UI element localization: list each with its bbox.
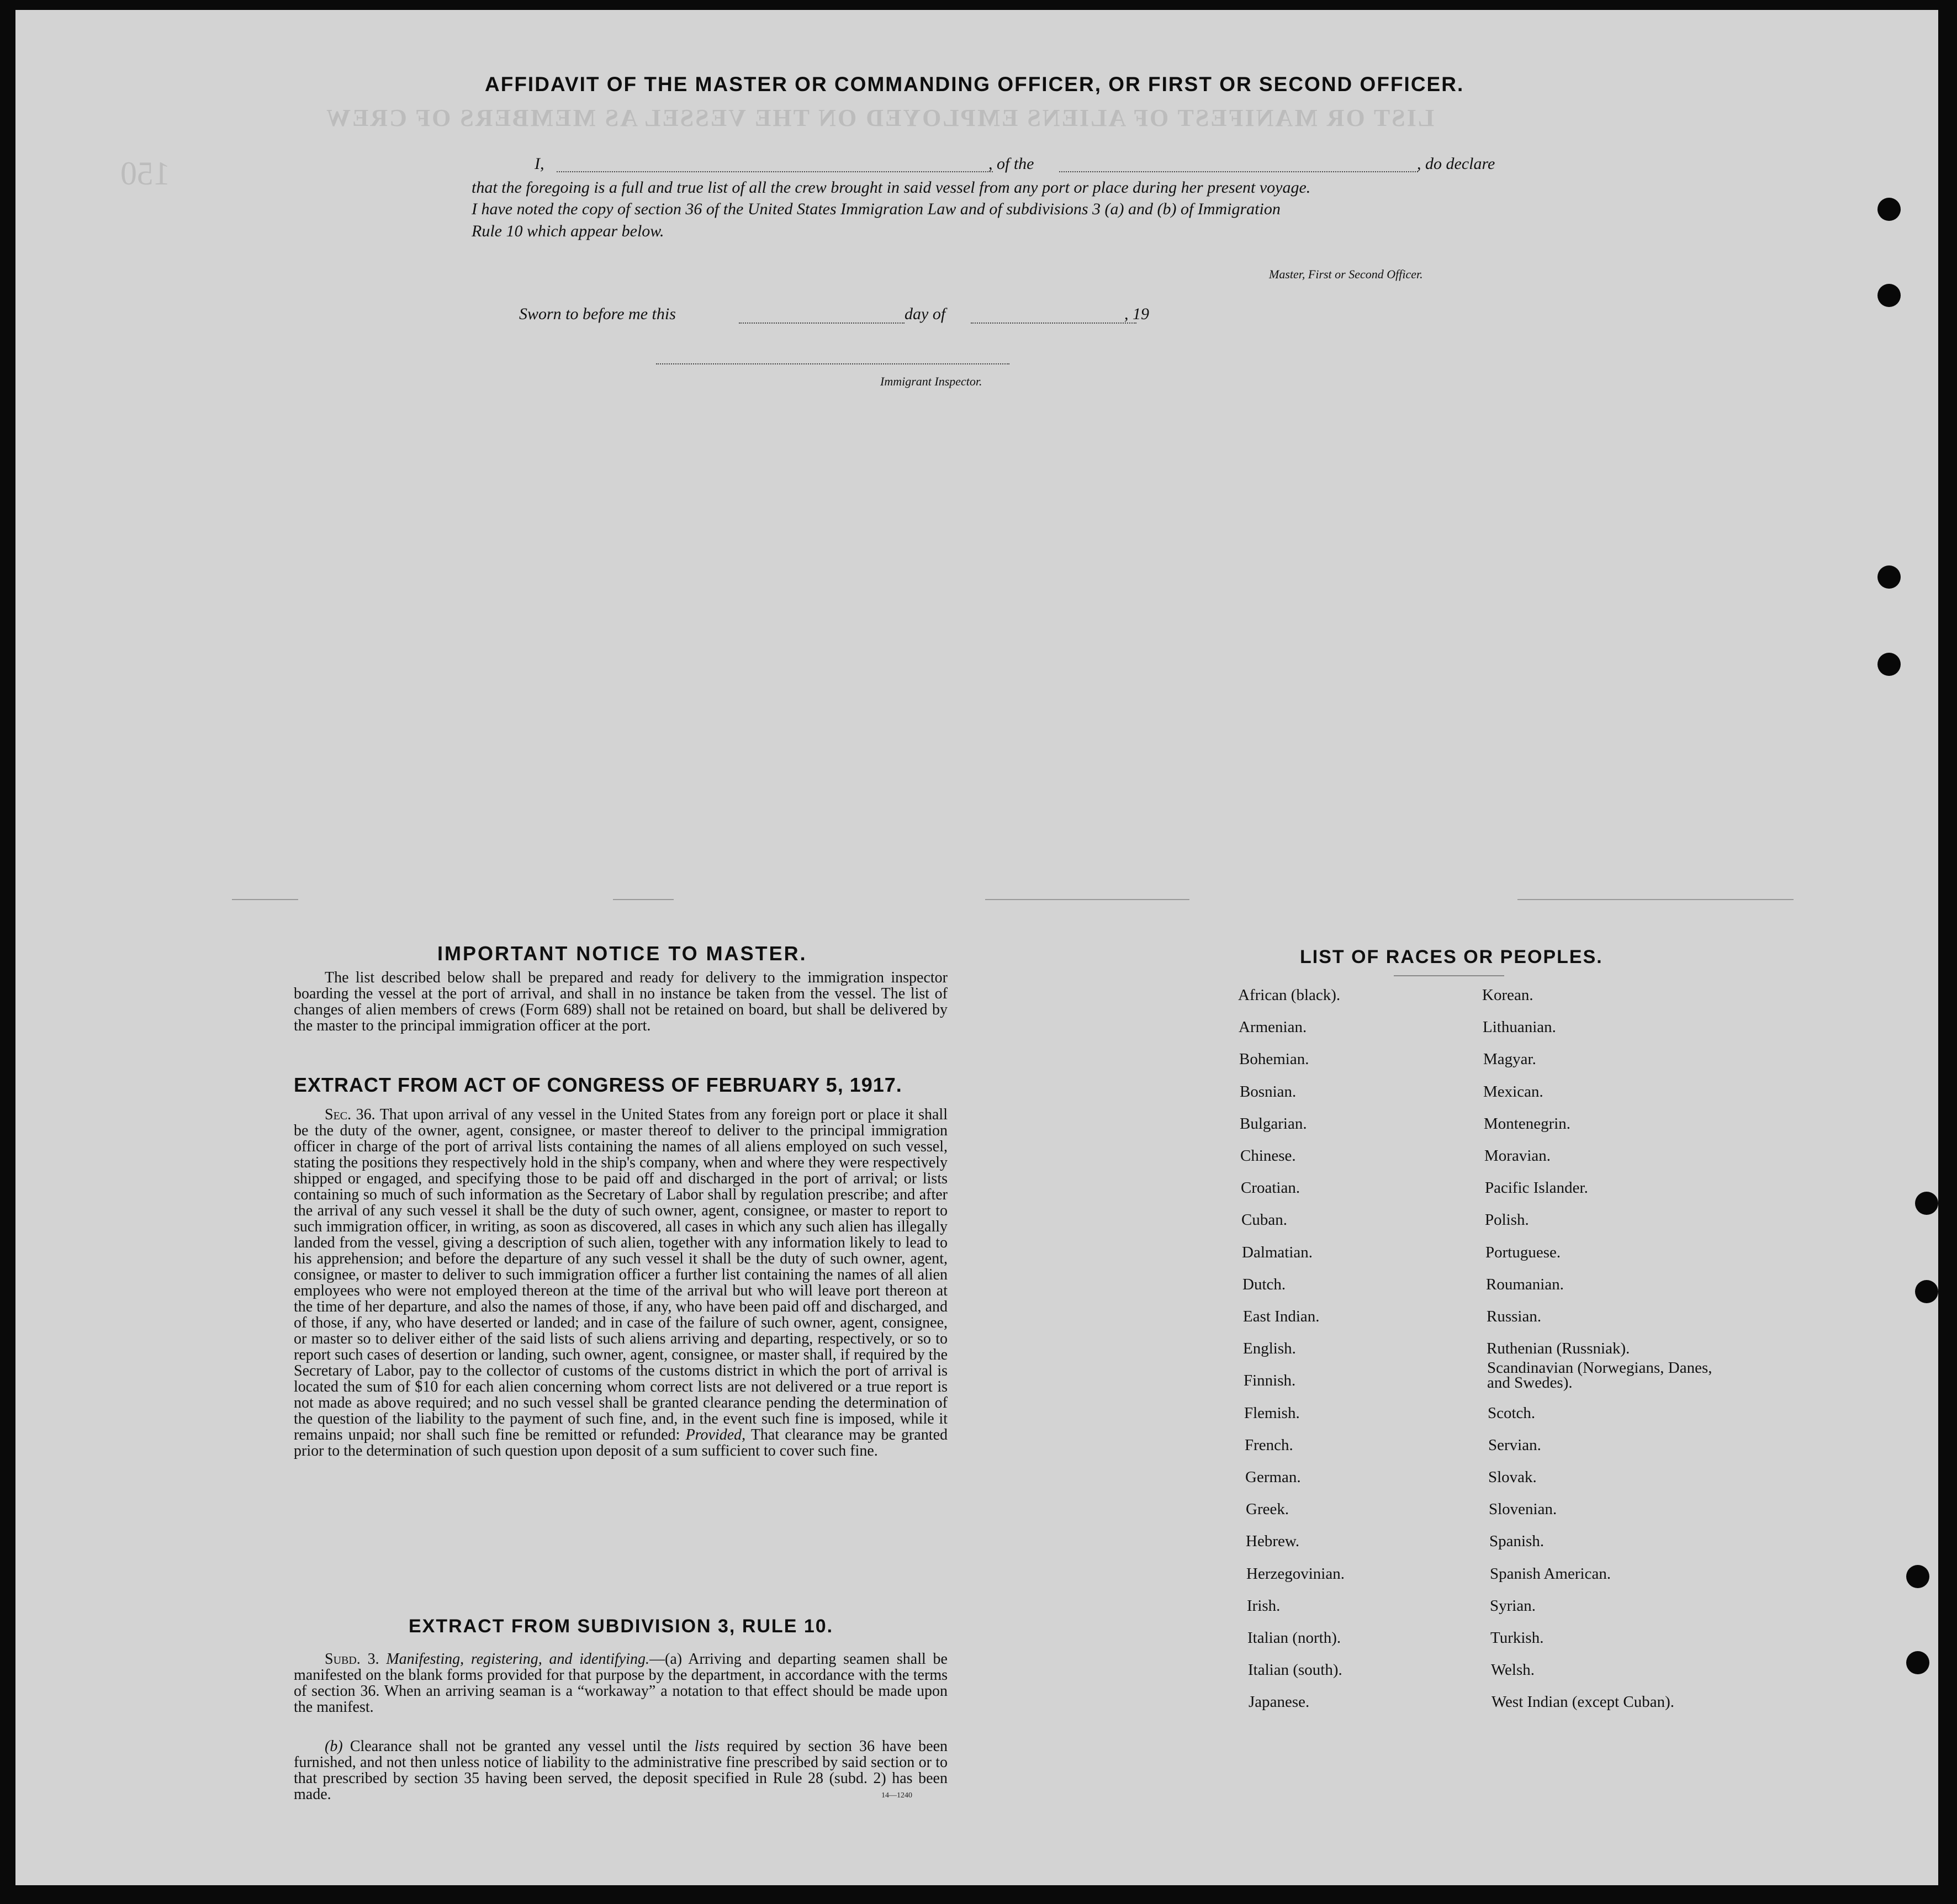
section-label: Sec. 36. — [325, 1106, 375, 1123]
divider-rule — [232, 899, 298, 900]
sworn-month-field[interactable] — [971, 322, 1136, 324]
master-name-field[interactable] — [557, 171, 993, 172]
affidavit-line-3: I have noted the copy of section 36 of the United States Immigration Law and of subdivisions 3 (a) and (b) of Immigration — [472, 200, 1281, 218]
race-item: Pacific Islander. — [1485, 1179, 1588, 1197]
rule-extract-title: EXTRACT FROM SUBDIVISION 3, RULE 10. — [409, 1616, 834, 1637]
race-item: Chinese. — [1240, 1147, 1296, 1165]
master-signature-caption: Master, First or Second Officer. — [1269, 267, 1423, 281]
races-title-underline — [1394, 975, 1504, 976]
race-item: Flemish. — [1244, 1404, 1300, 1422]
inspector-signature-field[interactable] — [656, 363, 1009, 364]
race-item: Hebrew. — [1246, 1532, 1300, 1550]
race-item: Croatian. — [1241, 1179, 1300, 1197]
subd-para-a-text: —(a) Arriving and departing seamen shall be manifested on the blank forms provided for that purpose by the department, in accordance with the terms of section 36. When an arriving seaman is a “workaway” a notation to that effect should be made upon the manifest. — [294, 1651, 948, 1716]
rule-extract-para-b — [294, 1738, 948, 1802]
race-item: Montenegrin. — [1484, 1115, 1571, 1133]
punch-hole — [1877, 198, 1901, 221]
race-item: African (black). — [1238, 986, 1341, 1004]
race-item: Korean. — [1482, 986, 1533, 1004]
race-item: Turkish. — [1490, 1629, 1544, 1647]
race-item: Scotch. — [1488, 1404, 1536, 1422]
inspector-caption: Immigrant Inspector. — [880, 374, 982, 388]
subd-label: Subd. 3. — [325, 1651, 379, 1668]
race-item: Russian. — [1487, 1308, 1542, 1325]
race-item: Spanish American. — [1490, 1565, 1611, 1583]
punch-hole — [1906, 1651, 1929, 1674]
affidavit-do-declare: , do declare — [1417, 155, 1495, 173]
race-item: Slovak. — [1488, 1468, 1537, 1486]
sworn-day-field[interactable] — [739, 322, 905, 324]
race-item: Herzegovinian. — [1246, 1565, 1345, 1583]
race-item: Ruthenian (Russniak). — [1487, 1340, 1630, 1357]
race-item: East Indian. — [1243, 1308, 1320, 1325]
notice-text: The list described below shall be prepared and ready for delivery to the immigration inspector boarding the vessel at the port of arrival, and shall in no instance be taken from the vessel. The list of changes of alien members of crews (Form 689) shall not be retained on board, but shall be delivered by the master to the principal immigration officer at the port. — [294, 969, 948, 1034]
vessel-name-field[interactable] — [1059, 171, 1418, 172]
race-item: Mexican. — [1483, 1083, 1543, 1101]
race-item: Irish. — [1247, 1597, 1281, 1615]
race-item: German. — [1245, 1468, 1301, 1486]
race-item: Roumanian. — [1486, 1276, 1564, 1293]
subd-heading: Manifesting, registering, and identifying. — [386, 1651, 649, 1668]
divider-rule — [613, 899, 674, 900]
document-page — [15, 10, 1938, 1885]
race-item: Bosnian. — [1240, 1083, 1297, 1101]
race-item: Cuban. — [1241, 1211, 1287, 1229]
race-item: Greek. — [1246, 1500, 1289, 1518]
race-item: Spanish. — [1489, 1532, 1545, 1550]
races-title: LIST OF RACES OR PEOPLES. — [1300, 946, 1603, 967]
divider-rule — [985, 899, 1189, 900]
para-b-label: (b) — [325, 1738, 343, 1755]
race-item: Armenian. — [1239, 1018, 1307, 1036]
day-of-label: day of — [905, 305, 946, 323]
affidavit-line-2: that the foregoing is a full and true list of all the crew brought in said vessel from any port or place during her present voyage. — [472, 178, 1311, 197]
para-b-post: required by section 36 have been furnished, and not then unless notice of liability to the administrative fine prescribed by said section or to that prescribed by section 35 having been served, the deposit specified in Rule 28 (subd. 2) has been made. — [294, 1738, 948, 1803]
sworn-label: Sworn to before me this — [519, 305, 676, 323]
para-b-pre: Clearance shall not be granted any vessel until the — [350, 1738, 687, 1755]
race-item: Lithuanian. — [1483, 1018, 1556, 1036]
race-item: Japanese. — [1249, 1693, 1310, 1711]
race-item: Dutch. — [1242, 1276, 1286, 1293]
bleed-through-header: LIST OR MANIFEST OF ALIENS EMPLOYED ON THE VESSEL AS MEMBERS OF CREW — [325, 104, 1435, 131]
act-extract-body: That upon arrival of any vessel in the United States from any foreign port or place it shall be the duty of the owner, agent, consignee, or master thereof to deliver to the principal immigration officer in charge of the port of arrival lists containing the names of all aliens employed on such vessel, stating the positions they respectively hold in the ship's company, when and where they were respectively shipped or engaged, and specifying those to be paid off and discharged in the port of arrival; or lists containing so much of such information as the Secretary of Labor shall by regulation prescribe; and after the arrival of any such vessel it shall be the duty of such owner, agent, consignee, or master to report to such immigration officer, in writing, as soon as discovered, all cases in which any such alien has illegally landed from the vessel, giving a description of such alien, together with any information likely to lead to his apprehension; and before the departure of any such vessel it shall be the duty of such owner, agent, consignee, or master to deliver to such immigration officer a further list containing the names of all alien employees who were not employed thereon at the time of the arrival but who will leave port thereon at the time of her departure, and also the names of those, if any, who have been paid off and discharged, and of those, if any, who have deserted or landed; and in case of the failure of such owner, agent, consignee, or master so to deliver either of the said lists of such aliens arriving and departing, respectively, or so to report such cases of desertion or landing, such owner, agent, consignee, or master shall, if required by the Secretary of Labor, pay to the collector of customs of the customs district in which the port of arrival is located the sum of $10 for each alien concerning whom correct lists are not delivered or a true report is not made as above required; and no such vessel shall be granted clearance pending the determination of the question of the liability to the payment of such fine, and, in the event such fine is imposed, while it remains unpaid; nor shall such fine be remitted or refunded: — [294, 1106, 948, 1443]
divider-rule — [1517, 899, 1794, 900]
rule-extract-para-a — [294, 1651, 948, 1715]
bleed-through-page-number: 150 — [120, 155, 170, 192]
act-extract-title: EXTRACT FROM ACT OF CONGRESS OF FEBRUARY 5, 1917. — [294, 1073, 902, 1096]
race-item: Servian. — [1488, 1436, 1541, 1454]
affidavit-title: AFFIDAVIT OF THE MASTER OR COMMANDING OFFICER, OR FIRST OR SECOND OFFICER. — [485, 73, 1464, 96]
race-item: Polish. — [1485, 1211, 1529, 1229]
race-item: Bulgarian. — [1240, 1115, 1307, 1133]
race-item: Finnish. — [1244, 1372, 1296, 1389]
punch-hole — [1877, 653, 1901, 676]
race-item: Slovenian. — [1489, 1500, 1557, 1518]
race-item: English. — [1243, 1340, 1296, 1357]
form-number: 14—1240 — [881, 1791, 912, 1800]
affidavit-i-label: I, — [535, 155, 544, 173]
punch-hole — [1915, 1280, 1938, 1303]
notice-title: IMPORTANT NOTICE TO MASTER. — [437, 942, 807, 965]
race-item: Welsh. — [1491, 1661, 1535, 1679]
affidavit-of-the-label: , of the — [988, 155, 1034, 173]
punch-hole — [1877, 565, 1901, 589]
race-item: Italian (south). — [1248, 1661, 1342, 1679]
race-item: Moravian. — [1484, 1147, 1551, 1165]
provided-label: Provided, — [685, 1426, 746, 1443]
para-b-lists: lists — [694, 1738, 720, 1755]
act-extract-text — [294, 1107, 948, 1459]
race-item: French. — [1245, 1436, 1293, 1454]
race-item: West Indian (except Cuban). — [1491, 1693, 1675, 1711]
punch-hole — [1915, 1192, 1938, 1215]
race-item: Dalmatian. — [1242, 1244, 1313, 1261]
act-extract-end: That clearance may be granted prior to the determination of such question upon deposit of a sum sufficient to cover such fine. — [294, 1426, 948, 1459]
race-item: Italian (north). — [1247, 1629, 1341, 1647]
race-item: Syrian. — [1490, 1597, 1536, 1615]
punch-hole — [1877, 284, 1901, 307]
punch-hole — [1906, 1565, 1929, 1588]
affidavit-line-4: Rule 10 which appear below. — [472, 222, 664, 240]
race-item: Magyar. — [1483, 1050, 1536, 1068]
race-item: Portuguese. — [1485, 1244, 1561, 1261]
race-item: Scandinavian (Norwegians, Danes, and Swedes). — [1487, 1359, 1712, 1392]
year-label: , 19 — [1124, 305, 1149, 323]
race-item: Bohemian. — [1239, 1050, 1309, 1068]
